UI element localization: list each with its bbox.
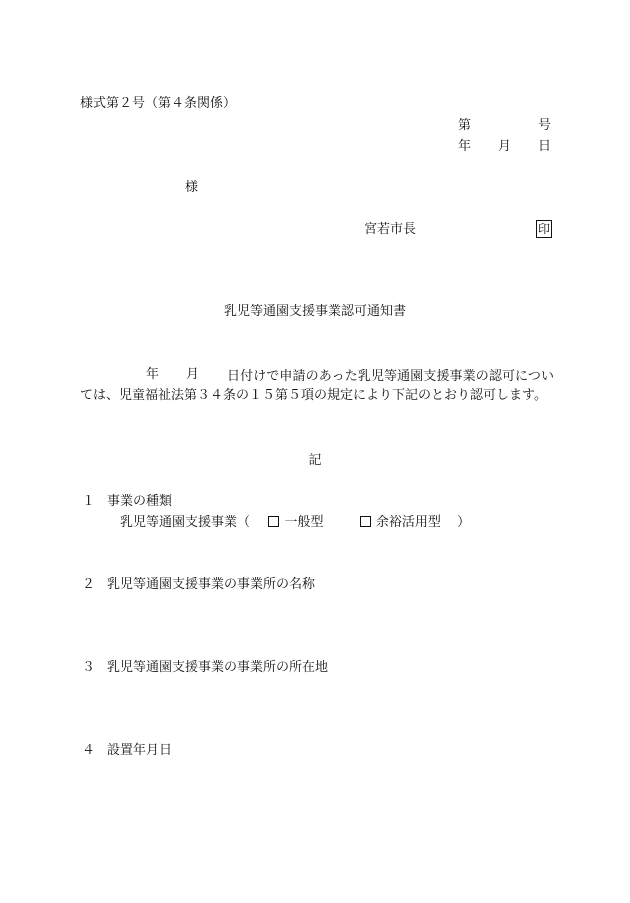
checkbox-general[interactable]	[268, 516, 279, 527]
checkbox-surplus[interactable]	[360, 516, 371, 527]
date-day: 日	[538, 139, 552, 154]
business-type-line	[120, 515, 470, 531]
item-label: 設置年月日	[107, 743, 173, 758]
item-label: 乳児等通園支援事業の事業所の所在地	[107, 660, 329, 675]
option-surplus-label: 余裕活用型	[375, 515, 441, 530]
document-title: 乳児等通園支援事業認可通知書	[223, 304, 406, 319]
addressee-honorific: 様	[185, 180, 199, 195]
date-month: 月	[498, 139, 512, 154]
business-type-prefix: 乳児等通園支援事業（	[120, 515, 251, 530]
item-number: ４	[82, 743, 96, 758]
form-label: 様式第２号（第４条関係）	[80, 96, 237, 111]
business-type-suffix: ）	[457, 515, 471, 530]
item-number: ２	[82, 577, 96, 592]
issuer-name: 宮若市長	[364, 222, 417, 237]
body-date-month: 月	[186, 367, 200, 382]
number-suffix: 号	[538, 118, 552, 133]
seal-mark: 印	[537, 222, 550, 236]
item-number: １	[82, 494, 96, 509]
body-paragraph: 日付けで申請のあった乳児等通園支援事業の認可については、児童福祉法第３４条の１５第５項の規定により下記のとおり認可します。	[80, 369, 554, 403]
item-label: 事業の種類	[107, 494, 173, 509]
body-date-year: 年	[146, 367, 160, 382]
item-label: 乳児等通園支援事業の事業所の名称	[107, 577, 316, 592]
item-number: ３	[82, 660, 96, 675]
date-year: 年	[458, 139, 472, 154]
number-prefix: 第	[458, 118, 472, 133]
option-general-label: 一般型	[284, 515, 324, 530]
ki-heading: 記	[308, 453, 322, 468]
